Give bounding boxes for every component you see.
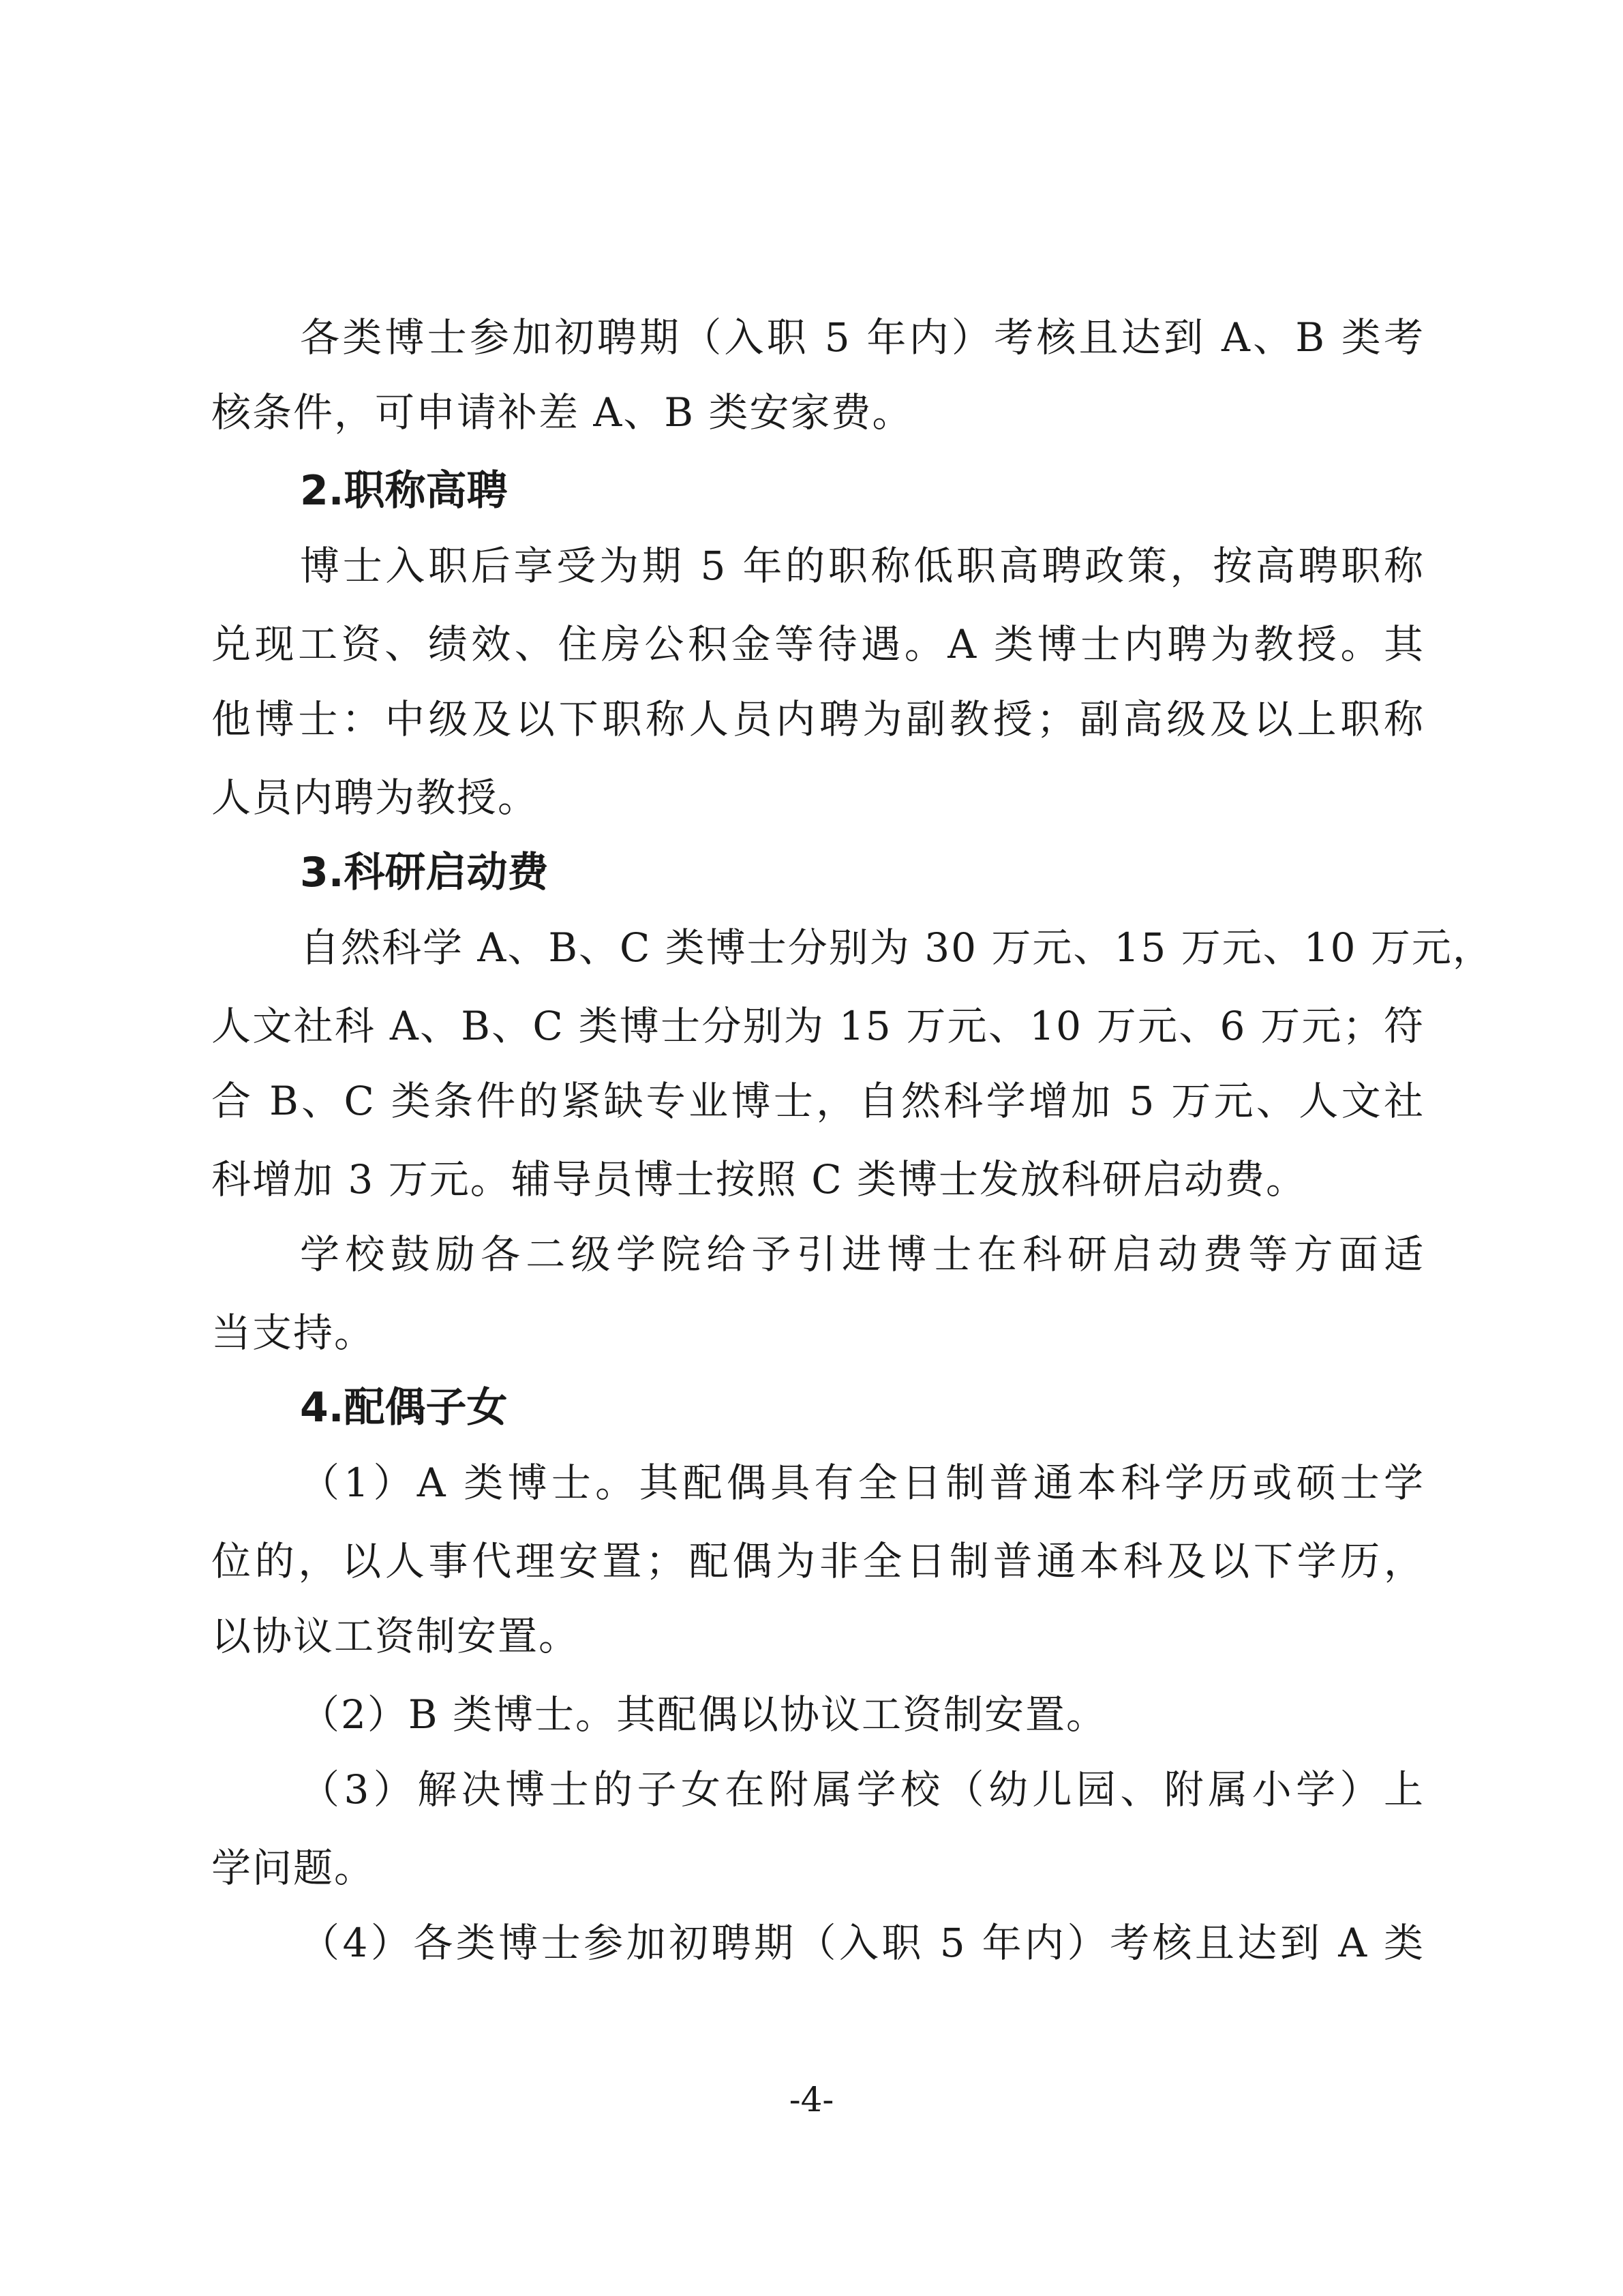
paragraph-text-line: 学问题。 (211, 1845, 376, 1891)
paragraph-text-line: 他博士：中级及以下职称人员内聘为副教授；副高级及以上职称 (211, 696, 1425, 742)
paragraph-text-line: 以协议工资制安置。 (211, 1613, 580, 1659)
paragraph-text-line: （4）各类博士参加初聘期（入职 5 年内）考核且达到 A 类 (300, 1920, 1425, 1966)
paragraph-text-line: 当支持。 (211, 1310, 376, 1356)
section-heading-research-startup-fund: 3.科研启动费 (300, 849, 549, 896)
paragraph-text-line: 人员内聘为教授。 (211, 774, 539, 821)
section-heading-spouse-children: 4.配偶子女 (300, 1384, 508, 1432)
paragraph-text-line: 合 B、C 类条件的紧缺专业博士，自然科学增加 5 万元、人文社 (211, 1078, 1425, 1124)
paragraph-text-line: 自然科学 A、B、C 类博士分别为 30 万元、15 万元、10 万元， (300, 924, 1493, 971)
paragraph-text-line: 核条件，可申请补差 A、B 类安家费。 (211, 389, 913, 436)
paragraph-text-line: 兑现工资、绩效、住房公积金等待遇。A 类博士内聘为教授。其 (211, 621, 1425, 667)
paragraph-text-line: （3）解决博士的子女在附属学校（幼儿园、附属小学）上 (300, 1766, 1425, 1813)
paragraph-text-line: 位的，以人事代理安置；配偶为非全日制普通本科及以下学历， (211, 1538, 1425, 1584)
paragraph-text-line: 博士入职后享受为期 5 年的职称低职高聘政策，按高聘职称 (300, 543, 1425, 589)
paragraph-text-line: 科增加 3 万元。辅导员博士按照 C 类博士发放科研启动费。 (211, 1156, 1307, 1203)
paragraph-text-line: 各类博士参加初聘期（入职 5 年内）考核且达到 A、B 类考 (300, 314, 1425, 361)
paragraph-text-line: （1）A 类博士。其配偶具有全日制普通本科学历或硕士学 (300, 1460, 1425, 1506)
page-number: -4- (789, 2080, 834, 2119)
paragraph-text-line: （2）B 类博士。其配偶以协议工资制安置。 (300, 1691, 1107, 1738)
paragraph-text-line: 人文社科 A、B、C 类博士分别为 15 万元、10 万元、6 万元；符 (211, 1003, 1425, 1049)
paragraph-text-line: 学校鼓励各二级学院给予引进博士在科研启动费等方面适 (300, 1231, 1425, 1278)
section-heading-title-promotion: 2.职称高聘 (300, 467, 508, 515)
